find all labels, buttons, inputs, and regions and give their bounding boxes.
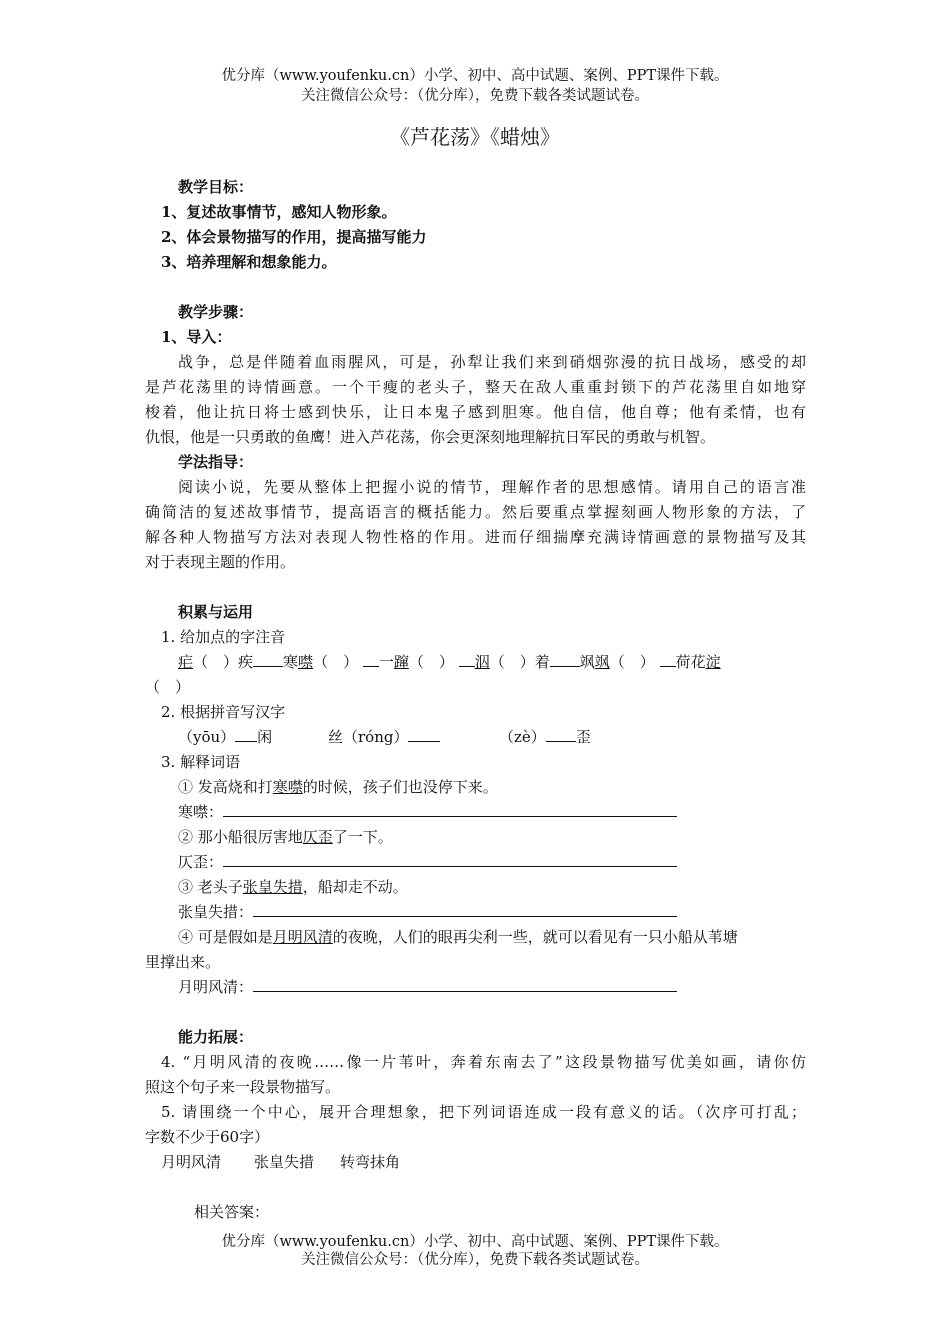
q1-word-1-paren: （ ）疾 xyxy=(193,653,254,671)
intro-line-2: 是芦花荡里的诗情画意。一个干瘦的老头子，整天在敌人重重封锁下的芦花荡里自如地穿 xyxy=(145,378,806,396)
extend-heading: 能力拓展： xyxy=(178,1028,254,1046)
goal-item-3: 3、培养理解和想象能力。 xyxy=(161,253,337,271)
method-line-2: 确简洁的复述故事情节，提高语言的概括能力。然后要重点掌握刻画人物形象的方法，了 xyxy=(145,503,806,521)
q3-s1-word: 寒噤 xyxy=(272,778,303,796)
q3-answer-1 xyxy=(178,802,677,822)
q1-wrap: （ ） xyxy=(145,678,191,696)
q3-s3-label: 张皇失措： xyxy=(178,903,254,921)
q3-s2-post: 了一下。 xyxy=(332,828,393,846)
q3-s4-word: 月明风清 xyxy=(272,928,333,946)
q2-item-b: 丝（róng） xyxy=(328,728,409,746)
q3-s4-post: 的夜晚，人们的眼再尖利一些，就可以看见有一只小船从苇塘 xyxy=(332,928,738,946)
steps-sub-intro: 1、导入： xyxy=(161,328,232,346)
steps-heading: 教学步骤： xyxy=(178,303,254,321)
q3-s1-pre: ① 发高烧和打 xyxy=(178,778,273,796)
q2-blank-a[interactable] xyxy=(235,727,257,742)
q1-blank-5[interactable] xyxy=(660,652,676,667)
q1-word-3b: 蹿 xyxy=(393,653,409,671)
q3-sentence-3 xyxy=(178,877,408,897)
q3-answer-line-1[interactable] xyxy=(223,802,677,817)
q1-word-1: 疟 xyxy=(178,653,194,671)
intro-line-4: 仇恨，他是一只勇敢的鱼鹰！进入芦花荡，你会更深刻地理解抗日军民的勇敢与机智。 xyxy=(145,428,716,446)
q3-answer-line-4[interactable] xyxy=(253,977,677,992)
intro-line-3: 梭着，他让抗日将士感到快乐，让日本鬼子感到胆寒。他自信，他自尊；他有柔情，也有 xyxy=(145,403,806,421)
header-line-2: 关注微信公众号：（优分库），免费下载各类试题试卷。 xyxy=(301,88,649,104)
footer-line-2: 关注微信公众号：（优分库），免费下载各类试题试卷。 xyxy=(301,1252,649,1268)
q3-sentence-1 xyxy=(178,777,498,797)
q3-answer-2 xyxy=(178,852,677,872)
goal-item-1: 1、复述故事情节，感知人物形象。 xyxy=(161,203,397,221)
q3-s3-pre: ③ 老头子 xyxy=(178,878,243,896)
q3-s3-post: ，船却走不动。 xyxy=(302,878,408,896)
q1-word-2a: 寒 xyxy=(283,653,299,671)
q3-sentence-4-wrap: 里撑出来。 xyxy=(145,953,221,971)
q1-blank-4[interactable] xyxy=(550,652,580,667)
method-line-1: 阅读小说，先要从整体上把握小说的情节，理解作者的思想感情。请用自己的语言准 xyxy=(178,478,806,496)
q5-word-1: 月明风清 xyxy=(161,1153,222,1171)
q5-line-1: 5. 请围绕一个中心，展开合理想象，把下列词语连成一段有意义的话。（次序可打乱； xyxy=(161,1103,806,1121)
accumulate-heading: 积累与运用 xyxy=(178,603,254,621)
page-title: 《芦花荡》《蜡烛》 xyxy=(390,125,560,149)
q3-s2-pre: ② 那小船很厉害地 xyxy=(178,828,303,846)
goal-item-2: 2、体会景物描写的作用，提高描写能力 xyxy=(161,228,427,246)
q1-word-4-paren: （ ）着 xyxy=(489,653,550,671)
q3-s1-label: 寒噤： xyxy=(178,803,224,821)
q1-word-3a: 一 xyxy=(378,653,394,671)
q1-word-5-paren: （ ） xyxy=(609,653,655,671)
q3-s3-word: 张皇失措 xyxy=(242,878,303,896)
q1-word-5a: 飒 xyxy=(579,653,595,671)
q1-word-3-paren: （ ） xyxy=(408,653,454,671)
q1-pinyin-row xyxy=(178,652,721,672)
q1-word-2b: 噤 xyxy=(298,653,314,671)
q3-sentence-4 xyxy=(178,927,738,947)
q2-row-b xyxy=(328,727,440,747)
q2-row xyxy=(178,727,272,747)
q3-s2-label: 仄歪： xyxy=(178,853,224,871)
q3-s2-word: 仄歪 xyxy=(302,828,333,846)
q1-blank-3[interactable] xyxy=(459,652,475,667)
q1-blank-2[interactable] xyxy=(363,652,379,667)
q1-word-6b: 淀 xyxy=(705,653,721,671)
q3-s4-pre: ④ 可是假如是 xyxy=(178,928,273,946)
q5-line-2: 字数不少于60字） xyxy=(145,1128,270,1146)
q1-prompt: 1. 给加点的字注音 xyxy=(161,628,286,646)
q2-prompt: 2. 根据拼音写汉字 xyxy=(161,703,286,721)
q2-blank-b[interactable] xyxy=(408,727,440,742)
goals-heading: 教学目标： xyxy=(178,178,254,196)
q3-s1-post: 的时候，孩子们也没停下来。 xyxy=(302,778,498,796)
q3-answer-3 xyxy=(178,902,677,922)
method-line-3: 解各种人物描写方法对表现人物性格的作用。进而仔细揣摩充满诗情画意的景物描写及其 xyxy=(145,528,806,546)
q3-answer-line-2[interactable] xyxy=(223,852,677,867)
q2-row-c xyxy=(499,727,591,747)
q2-item-a-after: 闲 xyxy=(257,728,273,746)
q1-word-4: 泅 xyxy=(474,653,490,671)
q2-item-c-after: 歪 xyxy=(575,728,591,746)
q4-line-2: 照这个句子来一段景物描写。 xyxy=(145,1078,341,1096)
q3-answer-line-3[interactable] xyxy=(253,902,677,917)
q2-blank-c[interactable] xyxy=(546,727,576,742)
q5-word-3: 转弯抹角 xyxy=(340,1153,401,1171)
intro-line-1: 战争，总是伴随着血雨腥风，可是，孙犁让我们来到硝烟弥漫的抗日战场，感受的却 xyxy=(178,353,806,371)
q1-word-5b: 飒 xyxy=(594,653,610,671)
q3-s4-label: 月明风清： xyxy=(178,978,254,996)
q1-word-6a: 荷花 xyxy=(675,653,706,671)
q3-prompt: 3. 解释词语 xyxy=(161,753,241,771)
method-heading: 学法指导： xyxy=(178,453,254,471)
answers-label: 相关答案： xyxy=(194,1203,270,1221)
method-line-4: 对于表现主题的作用。 xyxy=(145,553,296,571)
footer-line-1: 优分库（www.youfenku.cn）小学、初中、高中试题、案例、PPT课件下载。 xyxy=(221,1234,729,1250)
q2-item-a: （yōu） xyxy=(178,728,236,746)
q3-sentence-2 xyxy=(178,827,393,847)
header-line-1: 优分库（www.youfenku.cn）小学、初中、高中试题、案例、PPT课件下载。 xyxy=(221,68,729,84)
q1-blank-1[interactable] xyxy=(253,652,283,667)
q3-answer-4 xyxy=(178,977,677,997)
q4-line-1: 4. “月明风清的夜晚……像一片苇叶，奔着东南去了”这段景物描写优美如画，请你仿 xyxy=(161,1053,806,1071)
q5-word-2: 张皇失措 xyxy=(254,1153,315,1171)
q1-word-2-paren: （ ） xyxy=(313,653,359,671)
q2-item-c: （zè） xyxy=(499,728,546,746)
